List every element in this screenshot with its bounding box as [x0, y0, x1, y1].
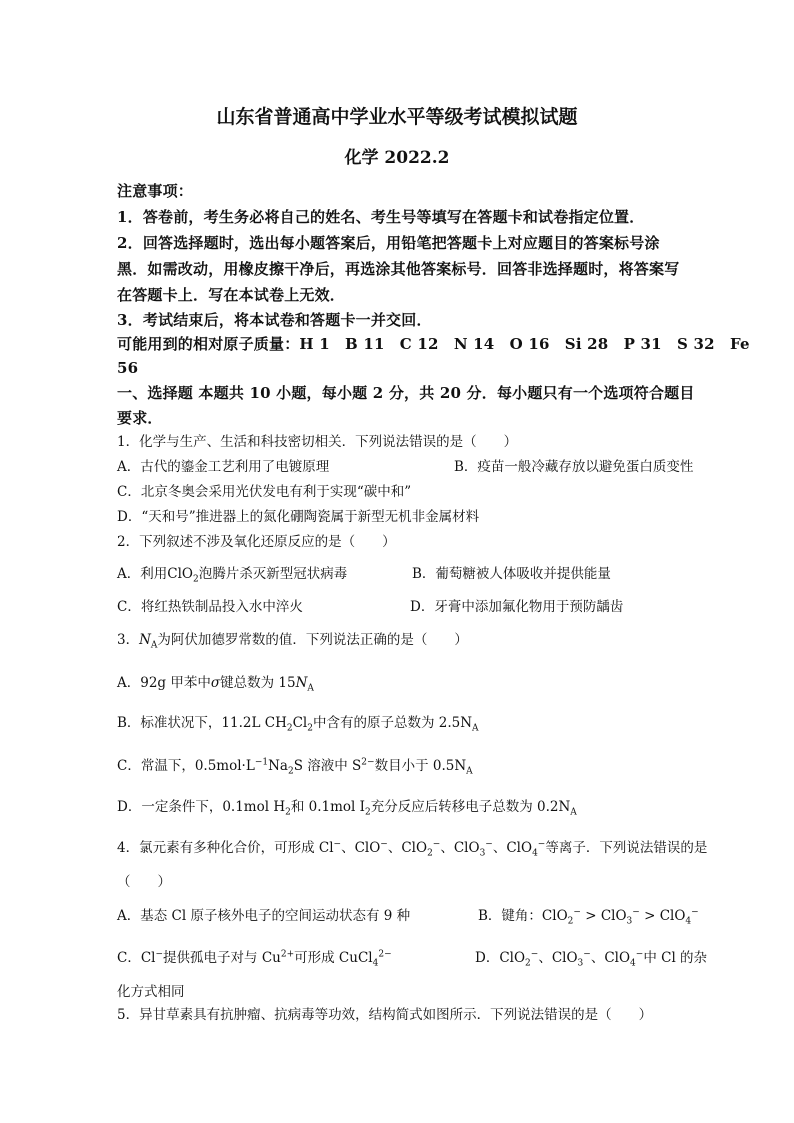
q2-option-a: A．利用ClO$_2$泡腾片杀灭新型冠状病毒 [117, 566, 348, 585]
q3-stem: 3．$N_A$为阿伏加德罗常数的值．下列说法正确的是（ ） [117, 632, 468, 651]
q1-option-d: D．“天和号”推进器上的氮化硼陶瓷属于新型无机非金属材料 [117, 509, 480, 525]
notice-item-1: 1．答卷前，考生务必将自己的姓名、考生号等填写在答题卡和试卷指定位置． [117, 208, 645, 226]
q1-option-a: A．古代的鎏金工艺利用了电镀原理 [117, 459, 330, 475]
q4-option-c: C．Cl−提供孤电子对与 $Cu^{2+}$可形成 CuCl$_4^{2-}$ [117, 949, 392, 969]
section-1-heading-cont: 要求． [117, 409, 163, 427]
q4-option-d: D．ClO$_2$−、ClO$_3$−、ClO$_4$−中 Cl 的杂 [475, 949, 708, 969]
q5-stem: 5．异甘草素具有抗肿瘤、抗病毒等功效，结构简式如图所示．下列说法错误的是（ ） [117, 1007, 653, 1023]
q2-option-c: C．将红热铁制品投入水中淬火 [117, 599, 303, 615]
q4-stem: 4．氯元素有多种化合价，可形成 Cl−、ClO−、ClO$_2$−、ClO$_3$−、ClO$_4$−等离子．下列说法错误的是 [117, 839, 708, 859]
q1-option-b: B．疫苗一般冷藏存放以避免蛋白质变性 [454, 459, 694, 475]
q2-option-d: D．牙膏中添加氟化物用于预防龋齿 [410, 599, 624, 615]
notice-item-3: 3．考试结束后，将本试卷和答题卡一并交回． [117, 311, 432, 329]
notice-item-2-line-1: 2．回答选择题时，选出每小题答案后，用铅笔把答题卡上对应题目的答案标号涂 [117, 234, 660, 252]
q4-option-a: A．基态 Cl 原子核外电子的空间运动状态有 9 种 [117, 908, 411, 924]
section-1-heading: 一、选择题 本题共 10 小题，每小题 2 分，共 20 分．每小题只有一个选项符合题目 [117, 384, 695, 402]
q4-option-d-cont: 化方式相同 [117, 984, 185, 1000]
atomic-masses: 可能用到的相对原子质量：H 1 B 11 C 12 N 14 O 16 Si 28 P 31 S 32 Fe [117, 335, 750, 353]
q3-option-d: D．一定条件下，0.1mol $H_2$和 0.1mol $I_2$充分反应后转移电子总数为 $0.2N_A$ [117, 799, 577, 818]
q1-option-c: C．北京冬奥会采用光伏发电有利于实现“碳中和” [117, 484, 412, 500]
atomic-masses-cont: 56 [117, 359, 139, 377]
q4-option-b: B．键角：ClO$_2$− > ClO$_3$− > ClO$_4$− [478, 907, 699, 927]
q2-stem: 2．下列叙述不涉及氧化还原反应的是（ ） [117, 534, 396, 550]
notice-item-2-line-2: 黑．如需改动，用橡皮擦干净后，再选涂其他答案标号．回答非选择题时，将答案写 [117, 260, 680, 278]
q2-option-b: B．葡萄糖被人体吸收并提供能量 [412, 566, 611, 582]
notice-heading: 注意事项： [117, 182, 194, 200]
q1-stem: 1．化学与生产、生活和科技密切相关．下列说法错误的是（ ） [117, 434, 518, 450]
notice-item-2-line-3: 在答题卡上．写在本试卷上无效． [117, 286, 346, 304]
q3-option-c: C．常温下，$0.5mol\cdot L^{-1}Na_2S$ 溶液中 $S^{2-}$数目小于 $0.5N_A$ [117, 757, 473, 777]
q3-option-a: A．92g 甲苯中σ键总数为 $15N_A$ [117, 675, 314, 694]
page-title: 山东省普通高中学业水平等级考试模拟试题 [216, 106, 578, 128]
page-subtitle: 化学 2022.2 [344, 148, 450, 168]
q4-stem-cont: （ ） [117, 874, 171, 890]
q3-option-b: B．标准状况下，11.2L $CH_2Cl_2$中含有的原子总数为 $2.5N_A$ [117, 715, 479, 734]
